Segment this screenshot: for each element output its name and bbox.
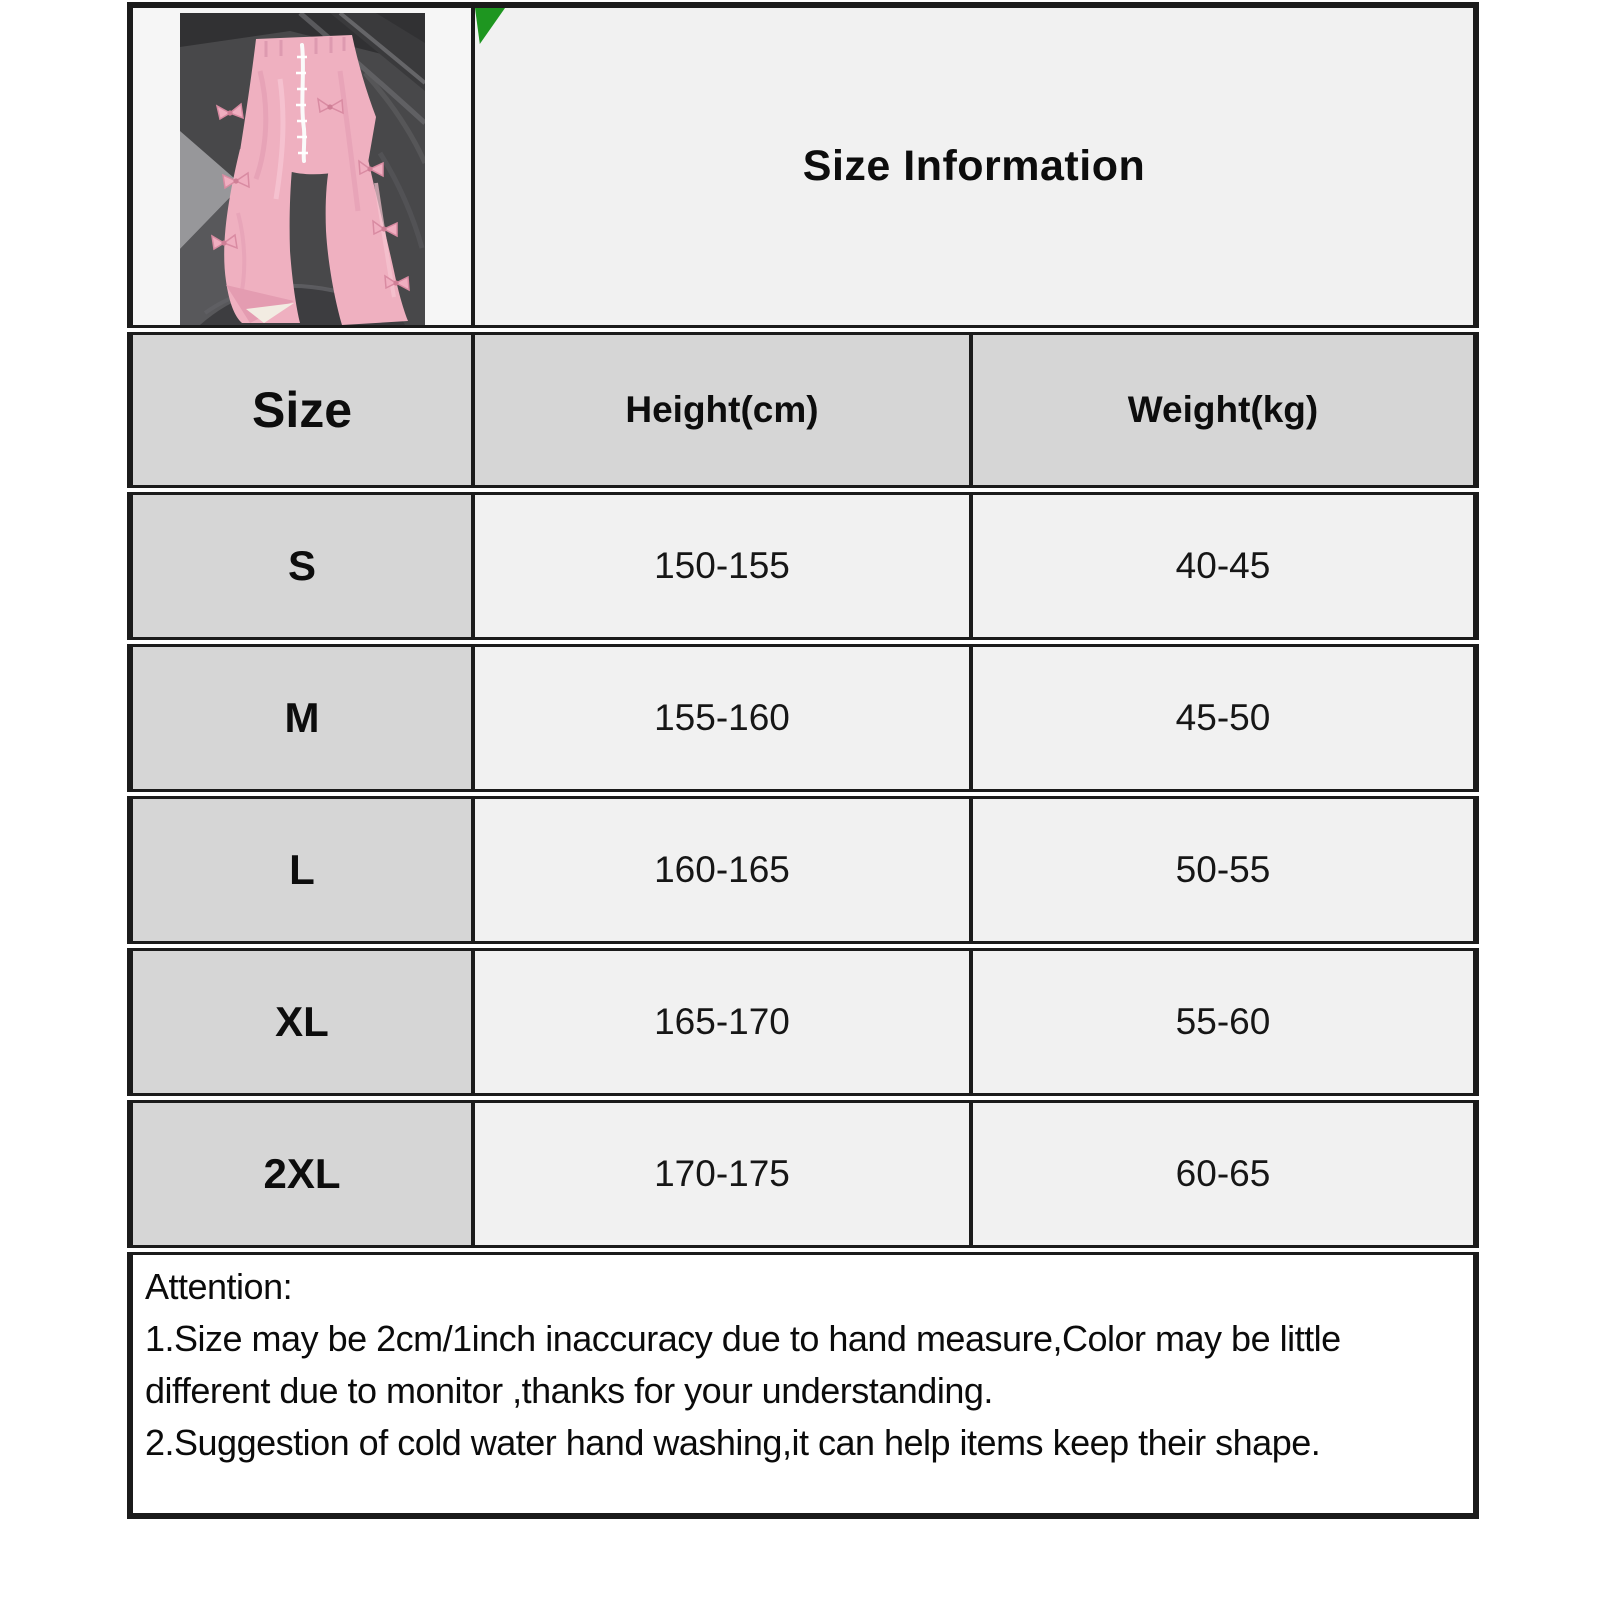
height-value: 150-155 (473, 490, 971, 642)
attention-title: Attention: (145, 1266, 293, 1307)
table-row-2xl (130, 1098, 1476, 1250)
attention-note-2: 2.Suggestion of cold water hand washing,it can help items keep their shape. (145, 1422, 1321, 1463)
table-row-m (130, 642, 1476, 794)
weight-value: 45-50 (971, 642, 1476, 794)
size-information-table (127, 2, 1479, 1519)
table-row-xl (130, 946, 1476, 1098)
height-value: 170-175 (473, 1098, 971, 1250)
size-label: S (130, 490, 473, 642)
size-label: 2XL (130, 1098, 473, 1250)
table-row-s (130, 490, 1476, 642)
attention-note-cell (130, 1250, 1476, 1516)
column-header-weight: Weight(kg) (971, 330, 1476, 490)
page-title: Size Information (802, 142, 1146, 190)
weight-value: 50-55 (971, 794, 1476, 946)
header-row (130, 5, 1476, 330)
size-label: L (130, 794, 473, 946)
weight-value: 40-45 (971, 490, 1476, 642)
attention-note-1: 1.Size may be 2cm/1inch inaccuracy due to hand measure,Color may be little different due to monitor ,thanks for your understanding. (145, 1318, 1341, 1411)
table-header-row (130, 330, 1476, 490)
size-label: XL (130, 946, 473, 1098)
weight-value: 55-60 (971, 946, 1476, 1098)
height-value: 155-160 (473, 642, 971, 794)
column-header-height: Height(cm) (473, 330, 971, 490)
size-information-title-cell (473, 5, 1476, 330)
size-label: M (130, 642, 473, 794)
column-header-size: Size (130, 330, 473, 490)
height-value: 160-165 (473, 794, 971, 946)
attention-row (130, 1250, 1476, 1516)
product-photo (180, 13, 425, 325)
size-chart-sheet (127, 2, 1473, 1519)
weight-value: 60-65 (971, 1098, 1476, 1250)
height-value: 165-170 (473, 946, 971, 1098)
green-corner-flag-icon (475, 8, 505, 44)
table-row-l (130, 794, 1476, 946)
product-photo-cell (130, 5, 473, 330)
